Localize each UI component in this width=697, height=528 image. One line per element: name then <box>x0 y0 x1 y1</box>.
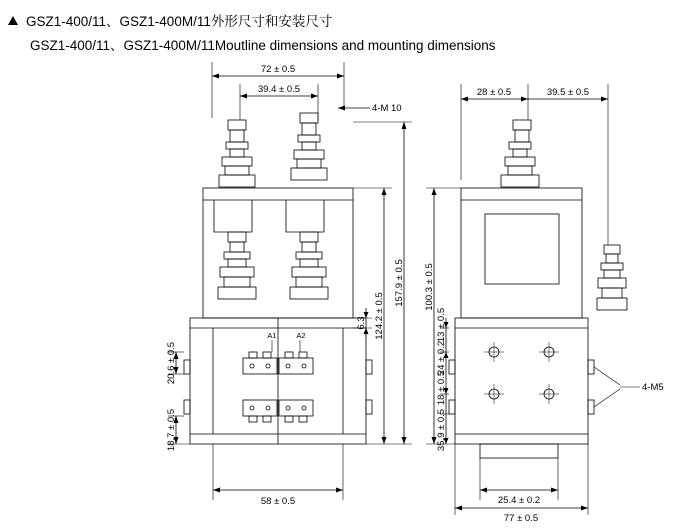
title-line-chinese: GSZ1-400/11、GSZ1-400M/11外形尺寸和安装尺寸 <box>26 14 333 29</box>
dim-label-58: 58 ± 0.5 <box>260 496 296 507</box>
dim-label-77: 77 ± 0.5 <box>503 513 539 524</box>
dim-label-35-9: 35.9 ± 0.5 <box>436 408 447 452</box>
terminal-label-a1: A1 <box>267 331 277 340</box>
dim-label-28: 28 ± 0.5 <box>476 87 512 98</box>
dim-label-18-7: 18.7 ± 0.5 <box>166 408 177 452</box>
dim-label-4-m10: 4-M 10 <box>372 103 402 114</box>
dim-label-18: 18 ± 0.5 <box>436 370 447 406</box>
dim-label-6-3: 6.3 <box>356 316 367 330</box>
terminal-label-a2: A2 <box>296 331 306 340</box>
dim-label-39-4: 39.4 ± 0.5 <box>257 84 301 95</box>
dim-label-100-3: 100.3 ± 0.5 <box>424 263 435 311</box>
dim-label-157-9: 157.9 ± 0.5 <box>394 259 405 307</box>
dim-label-39-5: 39.5 ± 0.5 <box>546 87 590 98</box>
dim-label-20-6: 20.6 ± 0.5 <box>166 341 177 385</box>
dim-label-24: 24 ± 0.2 <box>436 340 447 376</box>
dim-label-25-4: 25.4 ± 0.2 <box>497 495 541 506</box>
dim-label-13: 13 ± 0.5 <box>436 307 447 343</box>
dim-label-4-m5: 4-M5 <box>642 382 664 393</box>
dim-label-124-2: 124.2 ± 0.5 <box>374 292 385 340</box>
dim-label-72: 72 ± 0.5 <box>260 64 296 75</box>
title-line-english: GSZ1-400/11、GSZ1-400M/11Moutline dimensions and mounting dimensions <box>30 38 496 53</box>
